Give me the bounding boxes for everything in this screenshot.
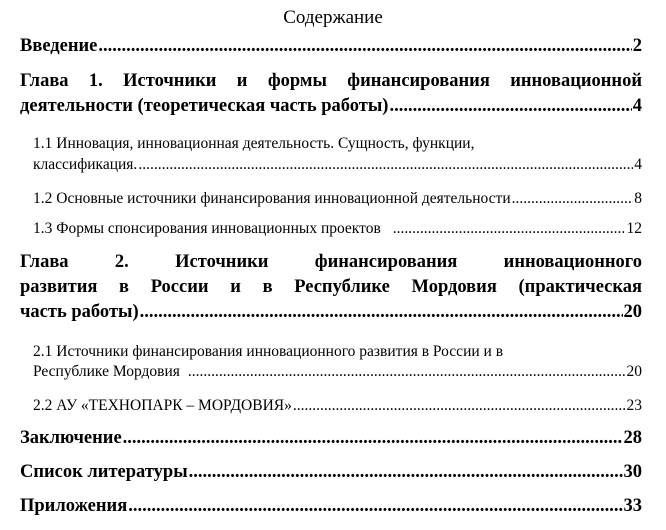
- toc-title: Содержание: [283, 7, 383, 28]
- entry-last-line: [20, 302, 642, 323]
- page-number: 23: [626, 397, 642, 414]
- toc-entry-appendices[interactable]: [20, 496, 642, 517]
- entry-label: 1.3 Формы спонсирования инновационных проектов: [33, 220, 381, 237]
- leader-dots: [140, 302, 623, 323]
- entry-label-line: деятельности (теоретическая часть работы): [20, 96, 389, 116]
- leader-dots: [128, 496, 622, 517]
- entry-last-line: [20, 96, 642, 117]
- page-number: 8: [634, 190, 642, 207]
- entry-label: 2.2 АУ «ТЕХНОПАРК – МОРДОВИЯ»: [33, 397, 292, 414]
- leader-dots: [188, 363, 626, 381]
- page-number: 12: [626, 220, 642, 237]
- entry-label-line: часть работы): [20, 302, 139, 322]
- page-number: 2: [632, 36, 642, 56]
- page-number: 33: [623, 496, 642, 516]
- entry-label-line: развития в России и в Республике Мордовия (практическая: [20, 277, 642, 297]
- leader-dots: [389, 96, 631, 117]
- entry-label-line: Глава 1. Источники и формы финансирования инновационной: [20, 71, 642, 91]
- leader-dots: [123, 428, 623, 449]
- toc-entry-intro[interactable]: [20, 36, 642, 57]
- entry-last-line: [33, 156, 642, 174]
- toc-entry-2-1[interactable]: [33, 343, 642, 381]
- toc-entry-1-2[interactable]: [33, 190, 642, 208]
- leader-dots: [512, 190, 634, 208]
- entry-label-line: классификация.: [33, 156, 138, 173]
- leader-dots: [293, 397, 626, 415]
- toc-entry-2-2[interactable]: [33, 397, 642, 415]
- page-number: 4: [632, 96, 642, 116]
- leader-dots: [189, 462, 623, 483]
- page-number: 20: [626, 363, 642, 380]
- page-number: 28: [623, 428, 642, 448]
- toc-entry-chapter-1[interactable]: [20, 71, 642, 117]
- entry-label-line: Республике Мордовия: [33, 363, 180, 380]
- entry-label-line: Глава 2. Источники финансирования инновационного: [20, 252, 642, 272]
- entry-label: Список литературы: [20, 462, 188, 482]
- leader-dots: [98, 36, 631, 57]
- toc-entry-1-3[interactable]: [33, 220, 642, 238]
- entry-label: Приложения: [20, 496, 128, 516]
- page-number: 30: [623, 462, 642, 482]
- page-number: 20: [623, 302, 642, 322]
- entry-label-line: 1.1 Инновация, инновационная деятельность. Сущность, функции,: [33, 135, 475, 152]
- entry-last-line: [33, 363, 642, 381]
- toc-entry-chapter-2[interactable]: [20, 252, 642, 323]
- entry-label: Заключение: [20, 428, 122, 448]
- toc-entry-1-1[interactable]: [33, 135, 642, 174]
- entry-label: 1.2 Основные источники финансирования инновационной деятельности: [33, 190, 511, 207]
- leader-dots: [393, 220, 626, 238]
- toc-entry-conclusion[interactable]: [20, 428, 642, 449]
- entry-label: Введение: [20, 36, 98, 56]
- toc-entry-references[interactable]: [20, 462, 642, 483]
- page-number: 4: [634, 156, 642, 173]
- leader-dots: [138, 156, 633, 174]
- entry-label-line: 2.1 Источники финансирования инновационного развития в России и в: [33, 343, 504, 360]
